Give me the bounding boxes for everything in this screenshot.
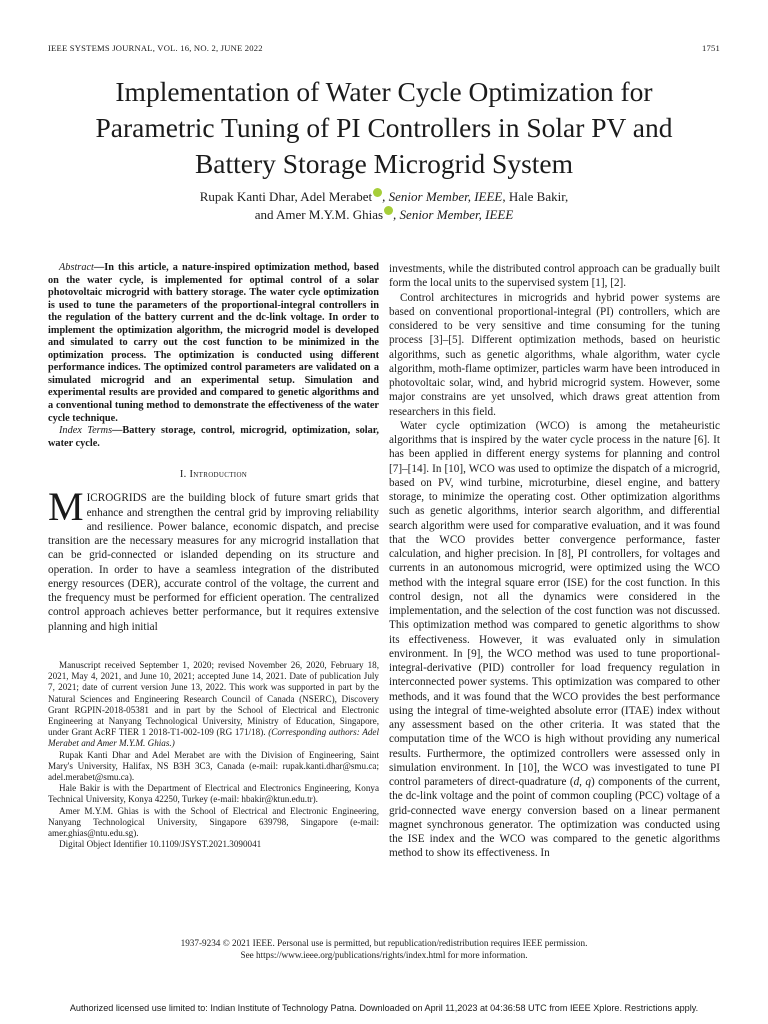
title-line-3: Battery Storage Microgrid System	[194, 148, 574, 179]
title-line-2: Parametric Tuning of PI Controllers in Solar PV and	[95, 112, 673, 143]
paragraph-wco	[389, 419, 720, 861]
license-footer: Authorized licensed use limited to: Indian Institute of Technology Patna. Downloaded on April 11,2023 at 04:36:58 UTC from IEEE Xplore. Restrictions apply.	[69, 1003, 699, 1013]
orcid-icon[interactable]	[384, 206, 393, 215]
copyright-line-2[interactable]: See https://www.ieee.org/publications/rights/index.html for more information.	[240, 949, 528, 960]
intro-text: ICROGRIDS are the building block of future smart grids that enhance and strengthen the central grid by improving reliability and resilience. Power balance, economic dispatch, and precise transition are the necessary measures for any microgrid installation that can be grid-connected or islanded depending on its structure and operation. In order to have a seamless integration of the distributed energy resources (DER), accurate control of the voltage, the current and the frequency must be performed for efficient operation. The centralized control approach achieves better performance, but it requires extensive planning and high initial	[48, 492, 379, 633]
paragraph-wco-text-a: Water cycle optimization (WCO) is among the metaheuristic algorithms that is inspired by the water cycle process in the nature [6]. It has been applied in different energy systems for planning and control [7]–[14]. In [10], WCO was used to optimize the dispatch of a microgrid, based on PV, wind turbine, microturbine, diesel engine, and battery storage, to minimize the operating cost. Other optimization algorithms such as genetic algorithms, interior search algorithm, and differential search algorithm were used for comparative evaluation, and it was found that the WCO provides better convergence performance, faster calculation, and higher precision. In [8], PI controllers, for voltages and currents in an autonomous microgrid, were optimized using the WCO method with the integral square error (ISE) for the cost function. In this control design, not all the dynamics were considered in the implementation, and the selection of the cost function was not discussed. This optimization method was compared to genetic algorithms to show its effectiveness. However, it was evaluated only in simulation environment. In [9], the WCO method was used to tune proportional-integral-derivative (PID) controller for load frequency regulation in interconnected power systems. This optimization was compared to other methods, and it was found that the WCO provides the best performance using the integral of time-weighted absolute error (ITAE) index without any assessment based on the other criteria. It was stated that the computation time of the WCO is high without providing any numerical results. Furthermore, the optimized controllers were assessed only in simulation environment. In [10], the WCO was investigated to tune PI control parameters of direct-quadrature (	[389, 419, 720, 788]
index-terms-lead: Index Terms	[59, 425, 113, 437]
page-number: 1751	[702, 43, 720, 53]
paragraph-control-architectures: Control architectures in microgrids and hybrid power systems are based on conventional proportional-integral (PI) controllers, which are considered to be very sensitive and time consuming for the tuning process [3]–[5]. Different optimization methods, based on heuristic algorithms, such as genetic algorithms, whale algorithm, water cycle algorithm, moth-flame optimizer, particles warm have been introduced in photovoltaic solar, wind, and hybrid microgrid system. However, some major constrains are yet unsolved, which draws great attention from researchers in this field.	[389, 291, 720, 418]
author-names-1: Rupak Kanti Dhar, Adel Merabet	[199, 189, 373, 204]
author-names-2: , Hale Bakir,	[502, 189, 569, 204]
footnote-corresponding: (Corresponding authors: Adel Merabet and Amer M.Y.M. Ghias.)	[48, 727, 380, 749]
journal-info: IEEE SYSTEMS JOURNAL, VOL. 16, NO. 2, JUNE 2022	[48, 43, 263, 53]
title-line-1: Implementation of Water Cycle Optimization for	[115, 76, 653, 107]
section-number: I.	[179, 469, 187, 481]
copyright-notice	[40, 938, 728, 961]
dq-symbol: d, q	[573, 776, 591, 788]
drop-cap: M	[48, 484, 84, 530]
author-grade-2: , Senior Member, IEEE	[393, 207, 514, 222]
index-terms-body: —Battery storage, control, microgrid, optimization, solar, water cycle.	[48, 425, 379, 449]
footnote-affiliation-3: Amer M.Y.M. Ghias is with the School of Electrical and Electronic Engineering, Nanyang Technological University, Singapore 639798, Singapore (e-mail: amer.ghias@ntu.edu.sg).	[48, 805, 379, 838]
left-column	[48, 262, 379, 850]
author-grade-1: , Senior Member, IEEE	[382, 189, 503, 204]
footnotes	[48, 660, 379, 850]
footnote-doi[interactable]: Digital Object Identifier 10.1109/JSYST.2021.3090041	[59, 839, 262, 850]
index-terms	[48, 425, 379, 450]
intro-paragraph	[48, 484, 379, 634]
running-head	[48, 43, 720, 53]
abstract-lead: Abstract	[59, 262, 94, 273]
copyright-line-1: 1937-9234 © 2021 IEEE. Personal use is permitted, but republication/redistribution requires IEEE permission.	[180, 938, 588, 948]
footnote-manuscript-text: Manuscript received September 1, 2020; revised November 26, 2020, February 18, 2021, May 4, 2021, and June 10, 2021; accepted June 14, 2021. Date of publication July 7, 2021; date of current version June 13, 2022. This work was supported in part by the Natural Sciences and Engineering Research Council of Canada (NSERC), Discovery Grant RGPIN-2018-05381 and in part by the School of Electrical and Electronic Engineering at Nanyang Technological University, Ministry of Education, Singapore, under Grant AcRF TIER 1 2018-T1-002-109 (RG 171/18).	[48, 659, 379, 738]
author-list	[60, 188, 708, 224]
footnote-affiliation-1: Rupak Kanti Dhar and Adel Merabet are with the Division of Engineering, Saint Mary's University, Halifax, NS B3H 3C3, Canada (e-mail: rupak.kanti.dhar@smu.ca; adel.merabet@smu.ca).	[48, 749, 379, 782]
section-name: Introduction	[189, 469, 248, 481]
abstract-body: —In this article, a nature-inspired optimization method, based on the water cycle, is implemented for optimal control of a solar photovoltaic microgrid with battery storage. The water cycle optimization is used to tune the parameters of the proportional-integral controllers in the regulation of the battery current and the dc-link voltage. In order to implement the optimization algorithm, the microgrid model is developed and simulated to carry out the cost function to be minimized in the optimization process. The optimization is conducted using different performance indices. The optimized control parameters are validated on a simulated microgrid and an experimental setup. Simulation and experimental results are provided and compared to genetic algorithms and a conventional tuning method to demonstrate the effectiveness of the water cycle technique.	[48, 262, 379, 424]
author-names-3: and Amer M.Y.M. Ghias	[254, 207, 384, 222]
paragraph-continued: investments, while the distributed control approach can be gradually built form the local units to the supervised system [1], [2].	[389, 263, 720, 290]
abstract	[48, 262, 379, 425]
footnote-affiliation-2: Hale Bakir is with the Department of Electrical and Electronics Engineering, Konya Technical University, Konya 42250, Turkey (e-mail: hbakir@ktun.edu.tr).	[48, 783, 379, 805]
orcid-icon[interactable]	[373, 188, 382, 197]
section-heading	[48, 468, 379, 482]
paper-title	[40, 74, 728, 182]
right-column	[389, 262, 720, 861]
paragraph-wco-text-b: ) components of the current, the dc-link voltage and the point of common coupling (PCC) voltage of a grid-connected wave energy conversion based on a linear permanent magnet synchronous generator. The optimization was conducted using the ISE index and the WCO was compared to the genetic algorithms method to show its effectiveness. In	[389, 776, 720, 860]
footnote-manuscript	[48, 660, 379, 750]
